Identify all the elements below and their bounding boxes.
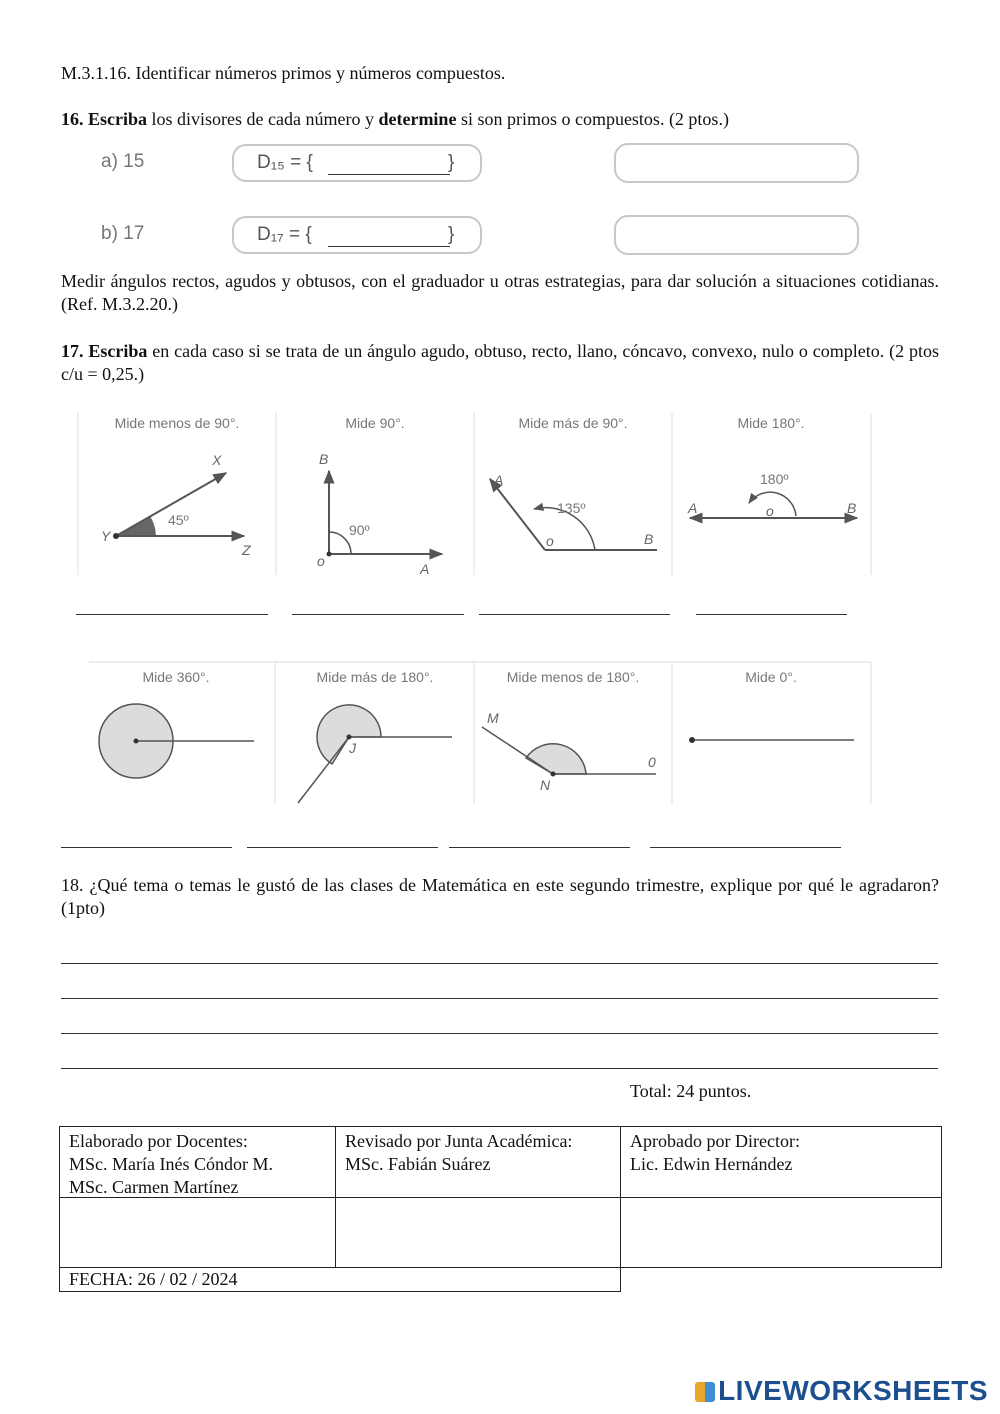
elaborado-name-1: MSc. María Inés Cóndor M. (69, 1154, 273, 1174)
q16a-classification-input[interactable] (614, 143, 859, 183)
row1-caption-4: Mide 180°. (737, 415, 805, 431)
q16b-classification-input[interactable] (614, 215, 859, 255)
q16a-divisors-input[interactable] (328, 174, 450, 175)
elaborado-name-2: MSc. Carmen Martínez (69, 1177, 239, 1197)
q16-text1: los divisores de cada número y (147, 109, 379, 129)
point-z-label: Z (242, 542, 251, 558)
logo-text: LIVEWORKSHEETS (718, 1375, 988, 1406)
q18-answer-line-1[interactable] (61, 963, 938, 964)
answer-blank-6[interactable] (247, 847, 438, 848)
fecha-cell: FECHA: 26 / 02 / 2024 (59, 1267, 621, 1292)
revisado-cell (335, 1126, 621, 1198)
aprobado-title: Aprobado por Director: (630, 1131, 800, 1151)
point-b-label-obtuse: B (644, 531, 654, 547)
q16-verb1: Escriba (88, 109, 148, 129)
signature-box-aprobado (620, 1197, 942, 1268)
q16-text2: si son primos o compuestos. (2 ptos.) (456, 109, 729, 129)
point-j-label: J (349, 740, 356, 756)
row2-caption-4: Mide 0°. (745, 669, 797, 685)
answer-blank-8[interactable] (650, 847, 841, 848)
q16b-label: b) 17 (101, 223, 145, 244)
convex-angle-shade (526, 744, 586, 774)
point-b-label: B (319, 451, 329, 467)
point-b-label-straight: B (847, 500, 857, 516)
measure-90: 90º (349, 522, 370, 538)
elaborado-title: Elaborado por Docentes: (69, 1131, 248, 1151)
aprobado-cell (620, 1126, 942, 1198)
answer-blank-2[interactable] (292, 614, 464, 615)
q18-answer-line-3[interactable] (61, 1033, 938, 1034)
row2-caption-1: Mide 360°. (142, 669, 210, 685)
q16b-set-close: } (448, 224, 455, 245)
point-o-label-straight: o (766, 503, 774, 519)
vertex-y (113, 533, 119, 539)
measure-180: 180º (760, 471, 789, 487)
q17-number: 17. (61, 341, 84, 361)
measure-135: 135º (557, 500, 586, 516)
q16a-label: a) 15 (101, 151, 145, 172)
aprobado-name: Lic. Edwin Hernández (630, 1154, 793, 1174)
ray-oa-obtuse (490, 479, 545, 550)
q16b-divisors-input[interactable] (328, 246, 450, 247)
signature-box-revisado (335, 1197, 621, 1268)
point-y-label: Y (101, 528, 111, 544)
total-points: Total: 24 puntos. (630, 1081, 752, 1101)
row1-caption-3: Mide más de 90°. (518, 415, 628, 431)
answer-blank-4[interactable] (696, 614, 847, 615)
signature-box-elaborado (59, 1197, 336, 1268)
point-a-label-obtuse: A (494, 472, 504, 488)
row2-caption-3: Mide menos de 180°. (506, 669, 640, 685)
q16-number: 16. (61, 109, 84, 129)
point-m-label: M (487, 710, 499, 726)
q17-verb: Escriba (88, 341, 148, 361)
q16b-set-open: D₁₇ = { (257, 224, 312, 245)
right-angle-arc (329, 532, 351, 554)
q16a-set-open: D₁₅ = { (257, 152, 313, 173)
answer-blank-5[interactable] (61, 847, 232, 848)
point-x-label: X (212, 452, 222, 468)
zero-angle-vertex (689, 737, 695, 743)
row1-caption-1: Mide menos de 90°. (114, 415, 240, 431)
q16a-set-close: } (448, 152, 455, 173)
measure-45: 45º (168, 512, 189, 528)
objective2-text: Medir ángulos rectos, agudos y obtusos, con el graduador u otras estrategias, para dar solución a situaciones cotidianas. (Ref. M.3.2.20.) (61, 271, 939, 314)
angles-row1-figure (0, 405, 1000, 585)
objective-text: M.3.1.16. Identificar números primos y números compuestos. (61, 63, 506, 83)
row2-caption-2: Mide más de 180°. (316, 669, 434, 685)
point-a-label-straight: A (688, 500, 698, 516)
q16b-divisors-box (232, 216, 482, 254)
revisado-title: Revisado por Junta Académica: (345, 1131, 573, 1151)
answer-blank-3[interactable] (479, 614, 670, 615)
q17-text: en cada caso si se trata de un ángulo agudo, obtuso, recto, llano, cóncavo, convexo, nulo o completo. (2 ptos c/u = 0,25.) (61, 341, 939, 384)
row1-caption-2: Mide 90°. (345, 415, 405, 431)
point-a-label-right: A (420, 561, 430, 577)
vertex-o-right (327, 552, 332, 557)
convex-vertex (551, 772, 556, 777)
q16a-divisors-box (232, 144, 482, 182)
point-0-label: 0 (648, 754, 656, 770)
q16-verb2: determine (378, 109, 457, 129)
point-o-label-obtuse: o (546, 533, 554, 549)
q18-statement: 18. ¿Qué tema o temas le gustó de las clases de Matemática en este segundo trimestre, explique por qué le agradaron? (1pto) (61, 875, 939, 918)
answer-blank-7[interactable] (449, 847, 630, 848)
reflex-vertex (347, 735, 352, 740)
logo-grid-icon (695, 1382, 715, 1402)
q16-statement (61, 108, 939, 131)
q17-statement (61, 340, 939, 386)
full-angle-vertex (134, 739, 139, 744)
q18-answer-line-2[interactable] (61, 998, 938, 999)
q18-answer-line-4[interactable] (61, 1068, 938, 1069)
point-n-label: N (540, 777, 551, 793)
liveworksheets-logo (695, 1375, 988, 1407)
angles-row2-figure (0, 660, 1000, 810)
answer-blank-1[interactable] (76, 614, 268, 615)
revisado-name: MSc. Fabián Suárez (345, 1154, 491, 1174)
elaborado-cell (59, 1126, 336, 1198)
point-o-label-right: o (317, 553, 325, 569)
